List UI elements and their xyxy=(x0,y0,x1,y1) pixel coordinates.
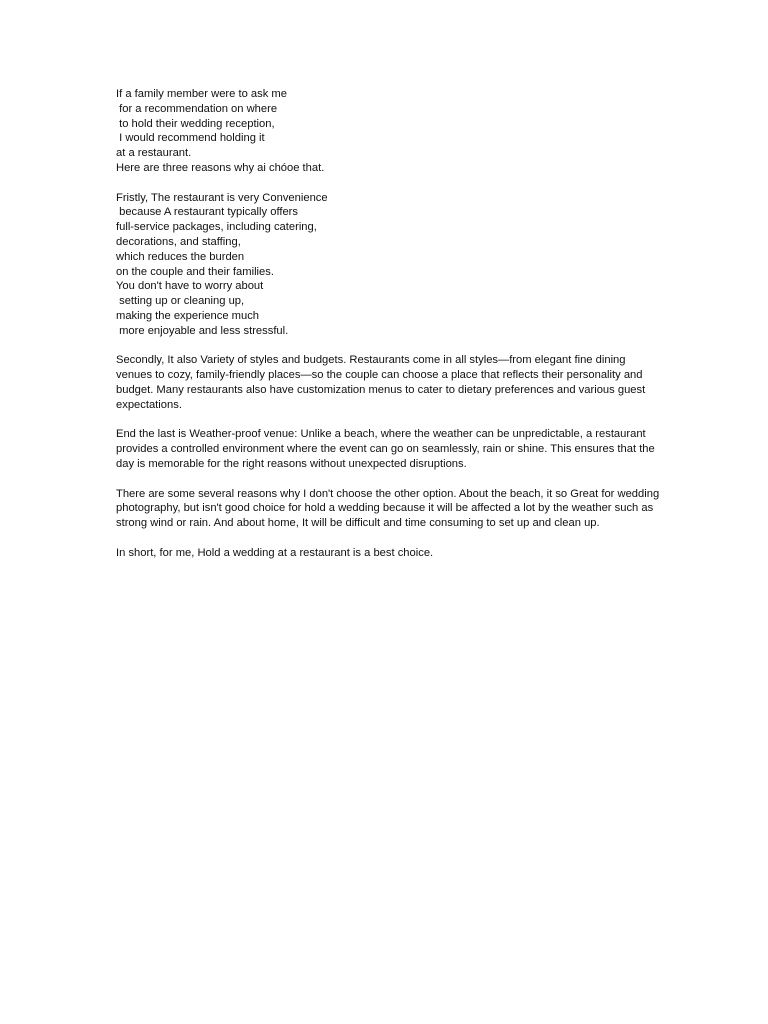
conclusion-text: In short, for me, Hold a wedding at a restaurant is a best choice. xyxy=(116,546,434,559)
reason1-paragraph xyxy=(116,191,661,339)
intro-line: I would recommend holding it xyxy=(116,132,265,145)
conclusion-paragraph xyxy=(116,546,661,561)
other-options-text: There are some several reasons why I don't choose the other option. About the beach, it so Great for wedding photography, but isn't good choice for hold a wedding because it will be affected a lot by the weather such as strong wind or rain. And about home, It will be difficult and time consuming to set up and clean up. xyxy=(116,487,660,530)
reason3-text: End the last is Weather-proof venue: Unlike a beach, where the weather can be unpredictable, a restaurant provides a controlled environment where the event can go on seamlessly, rain or shine. This ensures that the day is memorable for the right reasons without unexpected disruptions. xyxy=(116,428,655,470)
other-options-paragraph xyxy=(116,487,661,531)
reason3-paragraph xyxy=(116,427,661,471)
reason2-text: Secondly, It also Variety of styles and budgets. Restaurants come in all styles—from elegant fine dining venues to cozy, family-friendly places—so the couple can choose a place that reflects their personality and budget. Many restaurants also have customization menus to cater to dietary preferences and various guest expectations. xyxy=(116,354,646,411)
reason2-paragraph xyxy=(116,353,661,412)
reason1-line: setting up or cleaning up, xyxy=(116,295,245,308)
document-page xyxy=(116,87,661,575)
reason1-line: on the couple and their families. xyxy=(116,265,274,278)
intro-line: for a recommendation on where xyxy=(116,102,278,115)
reason1-line: more enjoyable and less stressful. xyxy=(116,324,289,337)
reason1-line: decorations, and staffing, xyxy=(116,235,241,248)
reason1-line: which reduces the burden xyxy=(116,250,245,263)
intro-paragraph xyxy=(116,87,661,176)
reason1-line: because A restaurant typically offers xyxy=(116,206,299,219)
reason1-line: making the experience much xyxy=(116,309,260,322)
intro-line: Here are three reasons why ai chóoe that. xyxy=(116,161,325,174)
intro-line: If a family member were to ask me xyxy=(116,88,287,100)
reason1-line: You don't have to worry about xyxy=(116,280,264,293)
intro-line: to hold their wedding reception, xyxy=(116,117,275,130)
reason1-line: full-service packages, including catering, xyxy=(116,221,317,234)
reason1-line: Fristly, The restaurant is very Convenience xyxy=(116,191,328,204)
intro-line: at a restaurant. xyxy=(116,147,192,160)
